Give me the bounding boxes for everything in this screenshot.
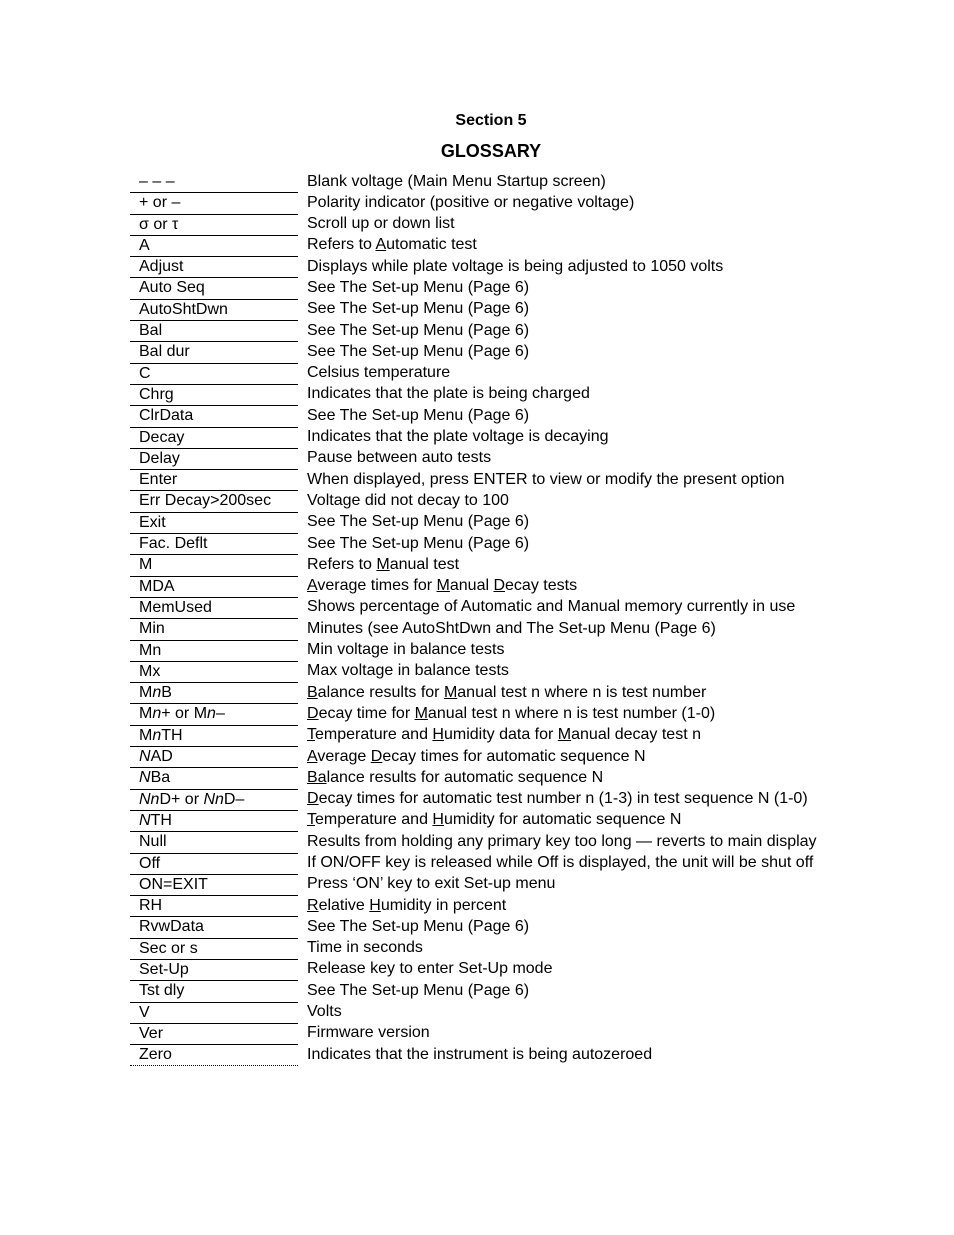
- text-run: Min voltage in balance tests: [307, 641, 505, 659]
- glossary-definition: [298, 981, 840, 1002]
- glossary-row: [130, 704, 840, 725]
- glossary-row: [130, 917, 840, 938]
- underlined-letter: A: [307, 577, 318, 595]
- glossary-definition: [298, 597, 840, 618]
- glossary-definition: [298, 768, 840, 789]
- text-run: See The Set-up Menu (Page 6): [307, 406, 530, 424]
- text-run: Refers to: [307, 555, 377, 573]
- glossary-term: [130, 1045, 298, 1066]
- glossary-term: [130, 214, 298, 235]
- glossary-term: [130, 406, 298, 427]
- text-run: Null: [139, 833, 167, 851]
- glossary-definition: [298, 278, 840, 299]
- text-run: See The Set-up Menu (Page 6): [307, 513, 530, 531]
- glossary-term: [130, 555, 298, 576]
- text-run: Blank voltage (Main Menu Startup screen): [307, 173, 606, 190]
- glossary-row: [130, 172, 840, 193]
- glossary-term: [130, 938, 298, 959]
- text-run: + or M: [161, 705, 208, 723]
- underlined-letter: D: [307, 790, 319, 808]
- text-run: elative: [318, 896, 370, 914]
- glossary-term: [130, 896, 298, 917]
- italic-variable: N: [139, 811, 151, 829]
- text-run: Polarity indicator (positive or negative voltage): [307, 193, 635, 211]
- glossary-term: [130, 172, 298, 193]
- glossary-definition: [298, 1045, 840, 1066]
- italic-variable: Nn: [203, 790, 224, 808]
- text-run: Sec or s: [139, 939, 198, 957]
- text-run: Indicates that the plate voltage is decaying: [307, 428, 609, 446]
- glossary-term: [130, 725, 298, 746]
- underlined-letter: M: [414, 704, 428, 722]
- glossary-definition: [298, 640, 840, 661]
- text-run: Ba: [150, 769, 171, 787]
- text-run: M: [139, 684, 153, 702]
- text-run: anual decay test n: [571, 726, 701, 744]
- italic-variable: Nn: [139, 790, 160, 808]
- glossary-term: [130, 470, 298, 491]
- glossary-row: [130, 576, 840, 597]
- underlined-letter: D: [307, 704, 319, 722]
- text-run: Celsius temperature: [307, 364, 451, 382]
- text-run: Time in seconds: [307, 939, 423, 957]
- text-run: Bal dur: [139, 343, 190, 361]
- glossary-row: [130, 299, 840, 320]
- glossary-definition: [298, 534, 840, 555]
- glossary-definition: [298, 321, 840, 342]
- glossary-definition: [298, 235, 840, 256]
- text-run: See The Set-up Menu (Page 6): [307, 278, 530, 296]
- glossary-definition: [298, 619, 840, 640]
- text-run: When displayed, press ENTER to view or modify the present option: [307, 470, 785, 488]
- text-run: Exit: [139, 513, 166, 531]
- glossary-definition: [298, 661, 840, 682]
- glossary-term: [130, 576, 298, 597]
- text-run: M: [139, 726, 153, 744]
- underlined-letter: R: [307, 896, 319, 914]
- glossary-row: [130, 959, 840, 980]
- text-run: D–: [223, 790, 245, 808]
- text-run: TH: [161, 726, 183, 744]
- glossary-term: [130, 619, 298, 640]
- text-run: Pause between auto tests: [307, 449, 492, 467]
- text-run: See The Set-up Menu (Page 6): [307, 917, 530, 935]
- text-run: B: [161, 684, 172, 702]
- glossary-row: [130, 640, 840, 661]
- glossary-row: [130, 747, 840, 768]
- underlined-letter: M: [557, 726, 572, 744]
- text-run: See The Set-up Menu (Page 6): [307, 321, 530, 339]
- glossary-term: [130, 661, 298, 682]
- glossary-term: [130, 832, 298, 853]
- glossary-definition: [298, 725, 840, 746]
- underlined-letter: M: [443, 683, 458, 701]
- text-run: D+ or: [159, 790, 204, 808]
- glossary-term: [130, 257, 298, 278]
- underlined-letter: B: [307, 683, 318, 701]
- glossary-row: [130, 768, 840, 789]
- glossary-term: [130, 874, 298, 895]
- text-run: anual test: [389, 555, 460, 573]
- glossary-definition: [298, 470, 840, 491]
- text-run: Indicates that the plate is being charged: [307, 385, 590, 403]
- glossary-definition: [298, 214, 840, 235]
- underlined-letter: M: [376, 555, 390, 573]
- text-run: ecay times for automatic sequence N: [382, 747, 646, 765]
- glossary-row: [130, 427, 840, 448]
- glossary-row: [130, 384, 840, 405]
- page-title: GLOSSARY: [440, 141, 542, 161]
- glossary-definition: [298, 299, 840, 320]
- glossary-row: [130, 810, 840, 831]
- text-run: Auto Seq: [139, 279, 205, 297]
- text-run: See The Set-up Menu (Page 6): [307, 300, 530, 318]
- glossary-definition: [298, 448, 840, 469]
- text-run: alance results for: [317, 683, 444, 701]
- glossary-row: [130, 512, 840, 533]
- glossary-definition: [298, 427, 840, 448]
- text-run: umidity in percent: [380, 896, 507, 914]
- text-run: Firmware version: [307, 1024, 430, 1042]
- glossary-body: [130, 172, 840, 1066]
- glossary-term: [130, 981, 298, 1002]
- text-run: M: [139, 556, 153, 574]
- text-run: Mx: [139, 662, 161, 680]
- glossary-definition: [298, 683, 840, 704]
- glossary-definition: [298, 491, 840, 512]
- glossary-term: [130, 321, 298, 342]
- text-run: ClrData: [139, 407, 194, 425]
- glossary-definition: [298, 576, 840, 597]
- section-heading: Section 5: [455, 112, 527, 129]
- text-run: AutoShtDwn: [139, 300, 228, 318]
- text-run: RH: [139, 897, 163, 915]
- text-run: See The Set-up Menu (Page 6): [307, 981, 530, 999]
- glossary-term: [130, 747, 298, 768]
- glossary-row: [130, 938, 840, 959]
- glossary-term: [130, 384, 298, 405]
- glossary-definition: [298, 257, 840, 278]
- underlined-letter: H: [432, 726, 444, 744]
- glossary-term: [130, 448, 298, 469]
- glossary-term: [130, 640, 298, 661]
- text-run: RvwData: [139, 918, 204, 936]
- underlined-letter: A: [307, 747, 318, 765]
- glossary-row: [130, 278, 840, 299]
- glossary-term: [130, 193, 298, 214]
- text-run: Bal: [139, 322, 163, 340]
- text-run: umidity for automatic sequence N: [443, 811, 682, 829]
- underlined-letter: T: [307, 811, 315, 829]
- text-run: V: [139, 1003, 150, 1021]
- glossary-definition: [298, 704, 840, 725]
- text-run: anual test n where n is test number: [457, 683, 707, 701]
- glossary-row: [130, 406, 840, 427]
- glossary-row: [130, 853, 840, 874]
- glossary-definition: [298, 193, 840, 214]
- text-run: Ver: [139, 1024, 164, 1042]
- text-run: Refers to: [307, 236, 376, 254]
- text-run: Press ‘ON’ key to exit Set-up menu: [307, 875, 556, 893]
- italic-variable: n: [152, 684, 162, 702]
- text-run: anual test n where n is test number (1-0): [427, 704, 716, 722]
- glossary-row: [130, 1023, 840, 1044]
- text-run: Scroll up or down list: [307, 215, 455, 233]
- glossary-row: [130, 491, 840, 512]
- glossary-row: [130, 1045, 840, 1066]
- glossary-term: [130, 235, 298, 256]
- glossary-definition: [298, 555, 840, 576]
- glossary-row: [130, 683, 840, 704]
- glossary-definition: [298, 1023, 840, 1044]
- text-run: umidity data for: [443, 726, 558, 744]
- glossary-term: [130, 959, 298, 980]
- text-run: Results from holding any primary key too long — reverts to main display: [307, 832, 817, 850]
- glossary-row: [130, 619, 840, 640]
- glossary-row: [130, 257, 840, 278]
- glossary-row: [130, 789, 840, 810]
- glossary-row: [130, 832, 840, 853]
- glossary-row: [130, 470, 840, 491]
- text-run: utomatic test: [386, 236, 477, 254]
- glossary-definition: [298, 938, 840, 959]
- text-run: verage times for: [317, 577, 437, 595]
- text-run: lance results for automatic sequence N: [326, 768, 604, 786]
- glossary-term: [130, 683, 298, 704]
- glossary-definition: [298, 917, 840, 938]
- text-run: Minutes (see AutoShtDwn and The Set-up Menu (Page 6): [307, 619, 716, 637]
- glossary-row: [130, 214, 840, 235]
- glossary-definition: [298, 1002, 840, 1023]
- glossary-term: [130, 1023, 298, 1044]
- text-run: A: [139, 236, 150, 254]
- text-run: Tst dly: [139, 982, 185, 1000]
- text-run: Max voltage in balance tests: [307, 662, 509, 680]
- glossary-definition: [298, 874, 840, 895]
- underlined-letter: D: [493, 577, 506, 595]
- underlined-letter: T: [307, 726, 315, 744]
- glossary-definition: [298, 384, 840, 405]
- text-run: Decay: [139, 428, 185, 446]
- glossary-row: [130, 555, 840, 576]
- text-run: emperature and: [315, 811, 433, 829]
- glossary-table: [130, 172, 840, 1066]
- glossary-row: [130, 235, 840, 256]
- glossary-definition: [298, 172, 840, 193]
- glossary-row: [130, 342, 840, 363]
- text-run: emperature and: [315, 726, 433, 744]
- text-run: M: [139, 705, 153, 723]
- text-run: Fac. Deflt: [139, 535, 208, 553]
- glossary-row: [130, 981, 840, 1002]
- text-run: Mn: [139, 641, 162, 659]
- text-run: ecay time for: [318, 704, 415, 722]
- glossary-definition: [298, 896, 840, 917]
- text-run: Enter: [139, 471, 178, 489]
- glossary-row: [130, 321, 840, 342]
- text-run: Shows percentage of Automatic and Manual memory currently in use: [307, 598, 796, 616]
- text-run: C: [139, 364, 151, 382]
- glossary-term: [130, 363, 298, 384]
- text-run: See The Set-up Menu (Page 6): [307, 534, 530, 552]
- text-run: –: [215, 705, 225, 723]
- text-run: verage: [317, 747, 371, 765]
- glossary-definition: [298, 406, 840, 427]
- text-run: Err Decay>200sec: [139, 492, 272, 510]
- text-run: Off: [139, 854, 161, 872]
- underlined-letter: H: [369, 896, 381, 914]
- italic-variable: n: [152, 705, 162, 723]
- underlined-letter: Ba: [307, 768, 327, 786]
- text-run: Set-Up: [139, 960, 189, 978]
- text-run: + or –: [139, 194, 181, 212]
- text-run: Zero: [139, 1046, 172, 1064]
- text-run: ecay tests: [505, 577, 578, 595]
- text-run: anual: [449, 577, 494, 595]
- glossary-term: [130, 853, 298, 874]
- glossary-definition: [298, 747, 840, 768]
- italic-variable: N: [139, 748, 151, 766]
- glossary-row: [130, 1002, 840, 1023]
- glossary-term: [130, 704, 298, 725]
- text-run: σ or τ: [139, 215, 179, 233]
- glossary-definition: [298, 832, 840, 853]
- text-run: – – –: [139, 173, 175, 190]
- italic-variable: n: [207, 705, 216, 723]
- glossary-row: [130, 725, 840, 746]
- glossary-term: [130, 789, 298, 810]
- underlined-letter: M: [436, 577, 450, 595]
- glossary-term: [130, 1002, 298, 1023]
- glossary-row: [130, 193, 840, 214]
- glossary-row: [130, 597, 840, 618]
- text-run: ecay times for automatic test number n (1-3) in test sequence N (1-0): [318, 790, 808, 808]
- text-run: Displays while plate voltage is being adjusted to 1050 volts: [307, 257, 724, 275]
- italic-variable: n: [152, 726, 162, 744]
- text-run: Volts: [307, 1003, 342, 1021]
- text-run: See The Set-up Menu (Page 6): [307, 342, 530, 360]
- text-run: TH: [150, 811, 172, 829]
- text-run: If ON/OFF key is released while Off is displayed, the unit will be shut off: [307, 854, 814, 871]
- glossary-definition: [298, 363, 840, 384]
- glossary-row: [130, 661, 840, 682]
- text-run: MDA: [139, 577, 175, 595]
- text-run: Release key to enter Set-Up mode: [307, 960, 553, 978]
- glossary-term: [130, 534, 298, 555]
- glossary-definition: [298, 853, 840, 874]
- glossary-term: [130, 299, 298, 320]
- text-run: Adjust: [139, 258, 184, 276]
- text-run: Voltage did not decay to 100: [307, 491, 509, 509]
- glossary-term: [130, 427, 298, 448]
- glossary-row: [130, 534, 840, 555]
- glossary-row: [130, 363, 840, 384]
- glossary-row: [130, 448, 840, 469]
- glossary-term: [130, 810, 298, 831]
- glossary-definition: [298, 342, 840, 363]
- glossary-definition: [298, 810, 840, 831]
- glossary-row: [130, 896, 840, 917]
- glossary-term: [130, 917, 298, 938]
- italic-variable: N: [139, 769, 151, 787]
- text-run: Min: [139, 620, 165, 638]
- glossary-definition: [298, 959, 840, 980]
- glossary-term: [130, 278, 298, 299]
- glossary-definition: [298, 512, 840, 533]
- glossary-row: [130, 874, 840, 895]
- glossary-term: [130, 512, 298, 533]
- text-run: MemUsed: [139, 598, 212, 616]
- glossary-term: [130, 342, 298, 363]
- underlined-letter: A: [375, 236, 387, 254]
- text-run: Delay: [139, 449, 180, 467]
- text-run: Indicates that the instrument is being autozeroed: [307, 1045, 653, 1063]
- underlined-letter: D: [370, 747, 383, 765]
- glossary-term: [130, 597, 298, 618]
- text-run: ON=EXIT: [139, 875, 208, 893]
- glossary-term: [130, 491, 298, 512]
- text-run: AD: [150, 748, 173, 766]
- underlined-letter: H: [432, 811, 444, 829]
- glossary-definition: [298, 789, 840, 810]
- text-run: Chrg: [139, 385, 174, 403]
- glossary-term: [130, 768, 298, 789]
